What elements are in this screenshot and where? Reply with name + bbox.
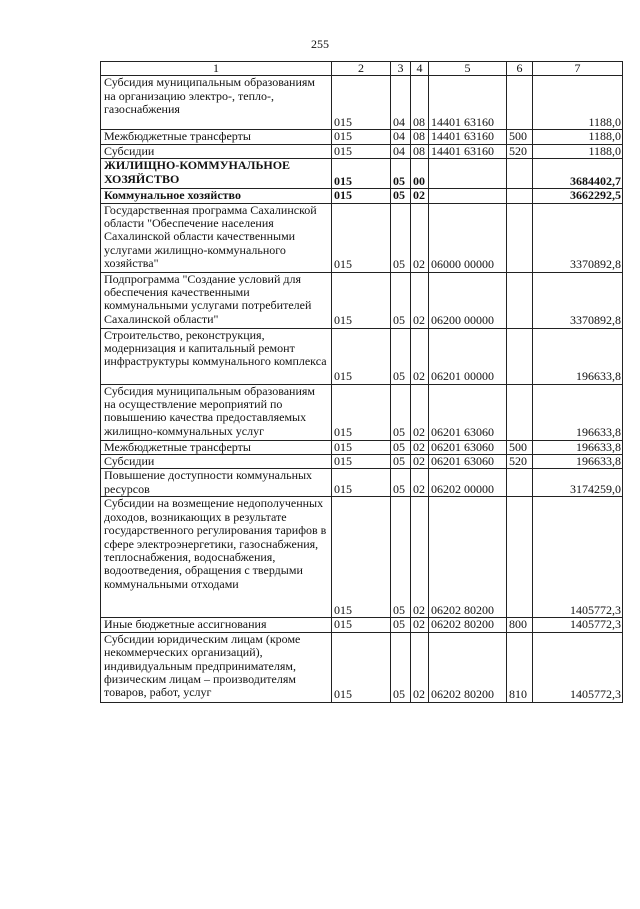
table-row xyxy=(101,189,623,203)
row-subsection-cell: 08 xyxy=(411,76,429,130)
row-target-article-cell xyxy=(429,189,507,203)
row-expense-type-cell xyxy=(507,328,533,384)
row-amount-cell: 3174259,0 xyxy=(533,469,623,497)
row-amount-cell: 3684402,7 xyxy=(533,159,623,189)
row-code-cell: 015 xyxy=(332,203,391,272)
column-header: 3 xyxy=(391,62,411,76)
budget-table xyxy=(100,61,623,703)
row-section-cell: 05 xyxy=(391,203,411,272)
row-expense-type-cell: 500 xyxy=(507,130,533,144)
row-expense-type-cell: 810 xyxy=(507,632,533,702)
row-subsection-cell: 02 xyxy=(411,328,429,384)
table-row xyxy=(101,618,623,632)
row-target-article-cell: 14401 63160 xyxy=(429,144,507,158)
row-amount-cell: 196633,8 xyxy=(533,328,623,384)
row-subsection-cell: 02 xyxy=(411,455,429,469)
row-code-cell: 015 xyxy=(332,632,391,702)
row-target-article-cell: 06202 00000 xyxy=(429,469,507,497)
row-expense-type-cell xyxy=(507,272,533,328)
row-section-cell: 05 xyxy=(391,497,411,618)
row-expense-type-cell xyxy=(507,76,533,130)
row-expense-type-cell xyxy=(507,203,533,272)
row-name-cell: Межбюджетные трансферты xyxy=(101,440,332,454)
row-name-cell: Субсидии на возмещение недополученных доходов, возникающих в результате государственного регулирования тарифов в сфере электроэнергетики, газоснабжения, теплоснабжения, водоснабжения, водоотведения, обращения с твердыми коммунальными отходами xyxy=(101,497,332,618)
row-section-cell: 04 xyxy=(391,76,411,130)
row-amount-cell: 3662292,5 xyxy=(533,189,623,203)
row-code-cell: 015 xyxy=(332,384,391,440)
row-section-cell: 05 xyxy=(391,455,411,469)
table-header-row xyxy=(101,62,623,76)
row-code-cell: 015 xyxy=(332,618,391,632)
row-target-article-cell: 06202 80200 xyxy=(429,632,507,702)
column-header: 7 xyxy=(533,62,623,76)
row-subsection-cell: 02 xyxy=(411,440,429,454)
row-amount-cell: 1188,0 xyxy=(533,130,623,144)
row-name-cell: Государственная программа Сахалинской области "Обеспечение населения Сахалинской области качественными услугами жилищно-коммунального хозяйства" xyxy=(101,203,332,272)
row-expense-type-cell: 500 xyxy=(507,440,533,454)
row-name-cell: Субсидии xyxy=(101,144,332,158)
row-section-cell: 05 xyxy=(391,328,411,384)
row-code-cell: 015 xyxy=(332,159,391,189)
row-code-cell: 015 xyxy=(332,130,391,144)
row-name-cell: Межбюджетные трансферты xyxy=(101,130,332,144)
row-target-article-cell: 06200 00000 xyxy=(429,272,507,328)
row-expense-type-cell: 800 xyxy=(507,618,533,632)
row-amount-cell: 3370892,8 xyxy=(533,272,623,328)
row-target-article-cell xyxy=(429,159,507,189)
row-subsection-cell: 02 xyxy=(411,469,429,497)
row-subsection-cell: 02 xyxy=(411,189,429,203)
row-expense-type-cell xyxy=(507,189,533,203)
row-name-cell: Субсидия муниципальным образованиям на организацию электро-, тепло-, газоснабжения xyxy=(101,76,332,130)
row-section-cell: 05 xyxy=(391,272,411,328)
table-row xyxy=(101,632,623,702)
row-code-cell: 015 xyxy=(332,189,391,203)
row-subsection-cell: 02 xyxy=(411,272,429,328)
table-row xyxy=(101,76,623,130)
column-header: 5 xyxy=(429,62,507,76)
row-name-cell: Повышение доступности коммунальных ресурсов xyxy=(101,469,332,497)
table-row xyxy=(101,130,623,144)
row-target-article-cell: 06201 00000 xyxy=(429,328,507,384)
row-name-cell: Подпрограмма "Создание условий для обеспечения качественными коммунальными услугами потребителей Сахалинской области" xyxy=(101,272,332,328)
table-row xyxy=(101,144,623,158)
row-subsection-cell: 02 xyxy=(411,497,429,618)
row-section-cell: 04 xyxy=(391,144,411,158)
table-row xyxy=(101,469,623,497)
column-header: 1 xyxy=(101,62,332,76)
table-row xyxy=(101,440,623,454)
row-expense-type-cell xyxy=(507,497,533,618)
row-section-cell: 04 xyxy=(391,130,411,144)
row-code-cell: 015 xyxy=(332,497,391,618)
row-expense-type-cell xyxy=(507,469,533,497)
row-expense-type-cell: 520 xyxy=(507,144,533,158)
row-expense-type-cell xyxy=(507,159,533,189)
table-row xyxy=(101,384,623,440)
row-amount-cell: 1405772,3 xyxy=(533,618,623,632)
row-amount-cell: 196633,8 xyxy=(533,455,623,469)
row-section-cell: 05 xyxy=(391,632,411,702)
row-amount-cell: 1188,0 xyxy=(533,76,623,130)
row-subsection-cell: 02 xyxy=(411,203,429,272)
table-body xyxy=(101,76,623,702)
row-amount-cell: 3370892,8 xyxy=(533,203,623,272)
row-name-cell: ЖИЛИЩНО-КОММУНАЛЬНОЕ ХОЗЯЙСТВО xyxy=(101,159,332,189)
row-target-article-cell: 06201 63060 xyxy=(429,455,507,469)
row-subsection-cell: 02 xyxy=(411,384,429,440)
row-amount-cell: 196633,8 xyxy=(533,440,623,454)
row-target-article-cell: 06000 00000 xyxy=(429,203,507,272)
row-subsection-cell: 08 xyxy=(411,144,429,158)
row-amount-cell: 1405772,3 xyxy=(533,497,623,618)
row-target-article-cell: 06201 63060 xyxy=(429,440,507,454)
table-row xyxy=(101,497,623,618)
row-code-cell: 015 xyxy=(332,272,391,328)
row-target-article-cell: 06202 80200 xyxy=(429,497,507,618)
row-section-cell: 05 xyxy=(391,189,411,203)
row-section-cell: 05 xyxy=(391,440,411,454)
table-row xyxy=(101,328,623,384)
table-row xyxy=(101,159,623,189)
row-amount-cell: 196633,8 xyxy=(533,384,623,440)
row-name-cell: Коммунальное хозяйство xyxy=(101,189,332,203)
row-expense-type-cell xyxy=(507,384,533,440)
row-name-cell: Субсидии юридическим лицам (кроме некоммерческих организаций), индивидуальным предпринимателям, физическим лицам – производителям товаров, работ, услуг xyxy=(101,632,332,702)
row-subsection-cell: 02 xyxy=(411,632,429,702)
row-target-article-cell: 06202 80200 xyxy=(429,618,507,632)
row-section-cell: 05 xyxy=(391,469,411,497)
page-number: 255 xyxy=(311,37,329,51)
column-header: 6 xyxy=(507,62,533,76)
row-section-cell: 05 xyxy=(391,384,411,440)
row-amount-cell: 1188,0 xyxy=(533,144,623,158)
column-header: 4 xyxy=(411,62,429,76)
row-target-article-cell: 06201 63060 xyxy=(429,384,507,440)
row-code-cell: 015 xyxy=(332,455,391,469)
row-code-cell: 015 xyxy=(332,328,391,384)
row-name-cell: Строительство, реконструкция, модернизация и капитальный ремонт инфраструктуры коммунального комплекса xyxy=(101,328,332,384)
row-expense-type-cell: 520 xyxy=(507,455,533,469)
row-name-cell: Субсидии xyxy=(101,455,332,469)
row-code-cell: 015 xyxy=(332,469,391,497)
column-header: 2 xyxy=(332,62,391,76)
row-section-cell: 05 xyxy=(391,618,411,632)
row-target-article-cell: 14401 63160 xyxy=(429,130,507,144)
row-target-article-cell: 14401 63160 xyxy=(429,76,507,130)
row-section-cell: 05 xyxy=(391,159,411,189)
table-row xyxy=(101,203,623,272)
row-name-cell: Субсидия муниципальным образованиям на осуществление мероприятий по повышению качества предоставляемых жилищно-коммунальных услуг xyxy=(101,384,332,440)
row-code-cell: 015 xyxy=(332,144,391,158)
row-code-cell: 015 xyxy=(332,76,391,130)
row-subsection-cell: 08 xyxy=(411,130,429,144)
row-code-cell: 015 xyxy=(332,440,391,454)
row-subsection-cell: 02 xyxy=(411,618,429,632)
table-row xyxy=(101,455,623,469)
row-amount-cell: 1405772,3 xyxy=(533,632,623,702)
row-subsection-cell: 00 xyxy=(411,159,429,189)
row-name-cell: Иные бюджетные ассигнования xyxy=(101,618,332,632)
table-row xyxy=(101,272,623,328)
